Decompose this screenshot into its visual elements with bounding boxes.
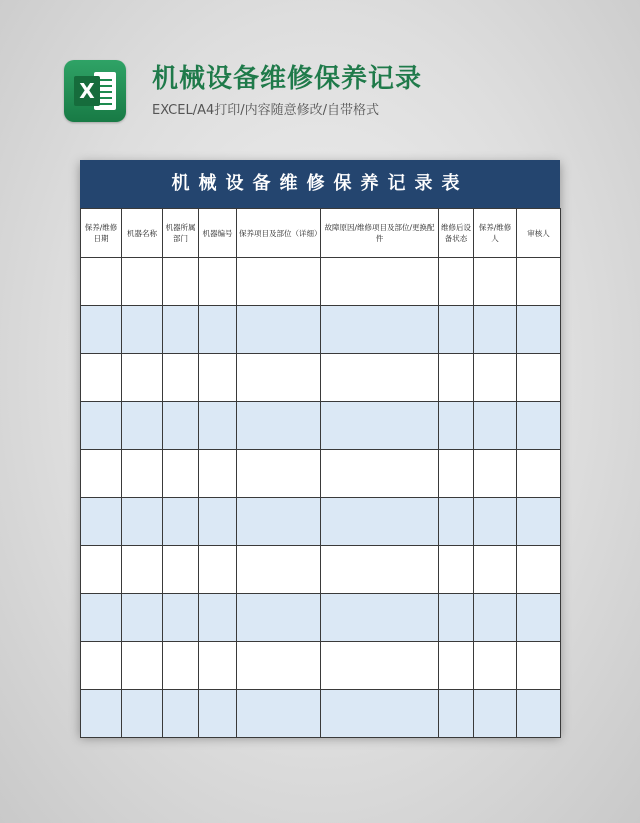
table-cell[interactable] bbox=[81, 642, 122, 690]
table-cell[interactable] bbox=[237, 258, 321, 306]
table-cell[interactable] bbox=[439, 642, 474, 690]
table-cell[interactable] bbox=[237, 642, 321, 690]
table-cell[interactable] bbox=[321, 354, 439, 402]
table-row bbox=[81, 642, 561, 690]
column-header: 故障原因/维修项目及部位/更换配件 bbox=[321, 209, 439, 258]
table-cell[interactable] bbox=[474, 450, 517, 498]
table-cell[interactable] bbox=[81, 546, 122, 594]
column-header: 保养/维修日期 bbox=[81, 209, 122, 258]
table-cell[interactable] bbox=[321, 258, 439, 306]
table-cell[interactable] bbox=[199, 546, 237, 594]
table-cell[interactable] bbox=[237, 306, 321, 354]
table-cell[interactable] bbox=[199, 450, 237, 498]
table-cell[interactable] bbox=[199, 402, 237, 450]
table-cell[interactable] bbox=[474, 642, 517, 690]
table-cell[interactable] bbox=[439, 594, 474, 642]
table-row bbox=[81, 258, 561, 306]
table-cell[interactable] bbox=[517, 450, 561, 498]
table-cell[interactable] bbox=[517, 498, 561, 546]
table-cell[interactable] bbox=[474, 258, 517, 306]
table-cell[interactable] bbox=[237, 546, 321, 594]
table-cell[interactable] bbox=[474, 354, 517, 402]
table-cell[interactable] bbox=[199, 498, 237, 546]
table-cell[interactable] bbox=[81, 402, 122, 450]
column-header: 机器所属部门 bbox=[163, 209, 199, 258]
table-cell[interactable] bbox=[81, 354, 122, 402]
table-cell[interactable] bbox=[474, 498, 517, 546]
table-cell[interactable] bbox=[122, 450, 163, 498]
table-cell[interactable] bbox=[321, 450, 439, 498]
table-row bbox=[81, 546, 561, 594]
page-title: 机械设备维修保养记录 bbox=[152, 64, 423, 94]
table-cell[interactable] bbox=[474, 546, 517, 594]
table-row bbox=[81, 306, 561, 354]
table-cell[interactable] bbox=[163, 690, 199, 738]
table-cell[interactable] bbox=[321, 690, 439, 738]
table-cell[interactable] bbox=[199, 642, 237, 690]
table-cell[interactable] bbox=[517, 690, 561, 738]
table-cell[interactable] bbox=[122, 546, 163, 594]
table-cell[interactable] bbox=[163, 546, 199, 594]
table-cell[interactable] bbox=[81, 450, 122, 498]
column-header: 保养/维修人 bbox=[474, 209, 517, 258]
table-cell[interactable] bbox=[237, 354, 321, 402]
table-cell[interactable] bbox=[321, 642, 439, 690]
table-cell[interactable] bbox=[237, 402, 321, 450]
table-cell[interactable] bbox=[163, 498, 199, 546]
table-cell[interactable] bbox=[122, 642, 163, 690]
table-cell[interactable] bbox=[321, 594, 439, 642]
table-row bbox=[81, 354, 561, 402]
excel-x-glyph: X bbox=[74, 76, 100, 106]
table-cell[interactable] bbox=[163, 402, 199, 450]
table-cell[interactable] bbox=[439, 450, 474, 498]
table-cell[interactable] bbox=[474, 306, 517, 354]
table-cell[interactable] bbox=[439, 498, 474, 546]
table-row bbox=[81, 594, 561, 642]
table-cell[interactable] bbox=[517, 258, 561, 306]
column-header: 审核人 bbox=[517, 209, 561, 258]
table-cell[interactable] bbox=[474, 402, 517, 450]
table-row bbox=[81, 402, 561, 450]
excel-icon bbox=[64, 60, 126, 122]
table-cell[interactable] bbox=[517, 354, 561, 402]
table-row bbox=[81, 450, 561, 498]
table-cell[interactable] bbox=[122, 258, 163, 306]
table-body bbox=[81, 258, 561, 738]
table-cell[interactable] bbox=[81, 306, 122, 354]
table-cell[interactable] bbox=[122, 690, 163, 738]
table-row bbox=[81, 690, 561, 738]
table-cell[interactable] bbox=[321, 306, 439, 354]
table-cell[interactable] bbox=[163, 258, 199, 306]
table-cell[interactable] bbox=[439, 258, 474, 306]
table-cell[interactable] bbox=[163, 306, 199, 354]
page-subtitle: EXCEL/A4打印/内容随意修改/自带格式 bbox=[152, 103, 380, 118]
table-cell[interactable] bbox=[237, 594, 321, 642]
table-cell[interactable] bbox=[122, 402, 163, 450]
table-cell[interactable] bbox=[122, 306, 163, 354]
table-cell[interactable] bbox=[517, 402, 561, 450]
table-cell[interactable] bbox=[199, 258, 237, 306]
column-header: 机器名称 bbox=[122, 209, 163, 258]
table-cell[interactable] bbox=[517, 594, 561, 642]
table-cell[interactable] bbox=[122, 498, 163, 546]
table-cell[interactable] bbox=[321, 402, 439, 450]
column-header: 保养项目及部位（详细） bbox=[237, 209, 321, 258]
table-cell[interactable] bbox=[122, 594, 163, 642]
table-cell[interactable] bbox=[81, 594, 122, 642]
spreadsheet-document bbox=[80, 160, 560, 735]
table-cell[interactable] bbox=[439, 402, 474, 450]
column-header: 维修后设备状态 bbox=[439, 209, 474, 258]
table-row bbox=[81, 498, 561, 546]
table-cell[interactable] bbox=[199, 354, 237, 402]
table-cell[interactable] bbox=[439, 546, 474, 594]
table-header-row bbox=[81, 209, 561, 258]
table-cell[interactable] bbox=[439, 306, 474, 354]
table-cell[interactable] bbox=[199, 690, 237, 738]
table-cell[interactable] bbox=[199, 306, 237, 354]
table-cell[interactable] bbox=[81, 690, 122, 738]
column-header: 机器编号 bbox=[199, 209, 237, 258]
table-cell[interactable] bbox=[122, 354, 163, 402]
table-cell[interactable] bbox=[81, 258, 122, 306]
table-cell[interactable] bbox=[474, 690, 517, 738]
table-cell[interactable] bbox=[237, 450, 321, 498]
table-cell[interactable] bbox=[81, 498, 122, 546]
record-table bbox=[80, 208, 561, 738]
table-cell[interactable] bbox=[199, 594, 237, 642]
table-cell[interactable] bbox=[439, 690, 474, 738]
table-cell[interactable] bbox=[321, 546, 439, 594]
table-cell[interactable] bbox=[163, 354, 199, 402]
table-cell[interactable] bbox=[163, 450, 199, 498]
table-cell[interactable] bbox=[163, 642, 199, 690]
table-cell[interactable] bbox=[237, 498, 321, 546]
table-cell[interactable] bbox=[163, 594, 199, 642]
table-cell[interactable] bbox=[237, 690, 321, 738]
table-cell[interactable] bbox=[517, 546, 561, 594]
table-cell[interactable] bbox=[321, 498, 439, 546]
table-cell[interactable] bbox=[517, 306, 561, 354]
table-cell[interactable] bbox=[439, 354, 474, 402]
table-cell[interactable] bbox=[517, 642, 561, 690]
sheet-title: 机械设备维修保养记录表 bbox=[80, 160, 560, 208]
table-cell[interactable] bbox=[474, 594, 517, 642]
